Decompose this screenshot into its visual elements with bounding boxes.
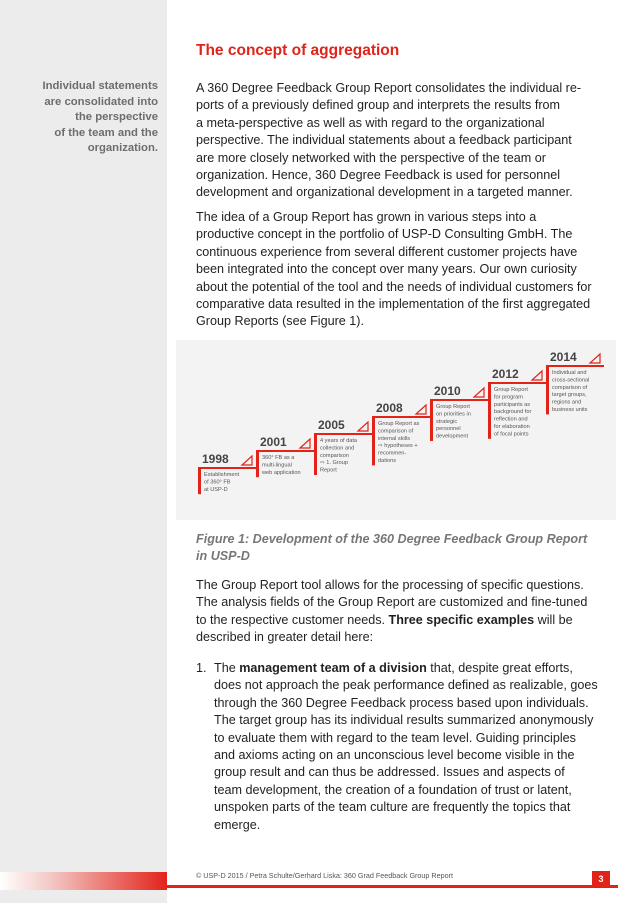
paragraph-history: The idea of a Group Report has grown in various steps into a productive concept in the portfolio of USP-D Consulting GmbH. The continuous experience from several different customer projects have been integrated into the concept over many years. Our own curiosity about the potential of the tool and the needs of individual customers for comparative data resulted in the implementation of the first aggregated Group Reports (see Figure 1).	[196, 210, 592, 329]
paragraph-examples: The Group Report tool allows for the processing of specific questions. The analysis fields of the Group Report are customized and fine-tuned to the respective customer needs. Three specific examples will be described in greater detail here:	[196, 578, 588, 645]
step-text: development	[436, 433, 469, 440]
timeline-staircase	[176, 340, 616, 520]
timeline-step-2012	[488, 367, 546, 439]
step-text: for program	[494, 394, 523, 401]
footer-copyright: © USP-D 2015 / Petra Schulte/Gerhard Liska: 360 Grad Feedback Group Report	[196, 871, 453, 880]
step-text: 4 years of data	[320, 438, 358, 444]
step-text: multi-lingual	[262, 462, 292, 469]
step-text: comparison of	[552, 384, 588, 391]
list-body: The management team of a division that, despite great efforts, does not approach the peak performance defined as realizable, goes through the 360 Degree Feedback process based upon individuals. The target group has its individual results summarized anonymously to evaluate them with regard to the team level. Guiding principles and axioms acting on an unconscious level become visible in the group result and can thus be addressed. Issues and aspects of team development, the creation of a foundation of trust or latent, unspoken parts of the team culture are frequently the topics that emerge.	[214, 661, 598, 832]
list-number: 1.	[196, 661, 207, 675]
step-year: 2012	[492, 367, 519, 381]
paragraph-intro: A 360 Degree Feedback Group Report consolidates the individual re- ports of a previously defined group and interprets the results from a meta-perspective as well as with regard to the organizational perspective. The individual statements about a feedback participant are more closely networked with the perspective of the team or organization. Hence, 360 Degree Feedback is used for personnel development and organizational development in a targeted manner.	[196, 81, 582, 200]
step-text: personnel	[436, 426, 461, 433]
step-year: 2008	[376, 401, 403, 415]
step-marker-icon	[358, 422, 368, 431]
step-text: ⇨ 1. Group	[320, 460, 349, 467]
figure-caption: Figure 1: Development of the 360 Degree Feedback Group Report in USP-D	[196, 532, 588, 564]
step-text: comparison of	[378, 428, 414, 435]
step-text: target groups,	[552, 392, 587, 399]
step-text: 360° FB as a	[262, 455, 295, 461]
step-text: internal skills	[378, 435, 411, 442]
step-text: for elaboration	[494, 424, 530, 430]
step-text: Group Report	[494, 387, 528, 393]
figure-timeline	[176, 340, 616, 520]
step-bar	[372, 417, 375, 465]
step-text: collection and	[320, 445, 355, 452]
step-bar	[256, 451, 259, 477]
step-marker-icon	[532, 371, 542, 380]
step-bar	[546, 366, 549, 414]
step-text: cross-sectional	[552, 377, 590, 384]
step-bar	[314, 434, 317, 475]
step-text: of focal points	[494, 431, 529, 438]
step-year: 2014	[550, 350, 577, 364]
step-marker-icon	[416, 405, 426, 414]
step-text: Individual and	[552, 370, 587, 376]
step-year: 2010	[434, 384, 461, 398]
step-text: Group Report as	[378, 421, 420, 427]
step-text: Establishment	[204, 472, 240, 478]
step-text: background for	[494, 409, 532, 416]
step-text: recommen-	[378, 450, 407, 457]
step-text: web application	[262, 469, 301, 476]
step-marker-icon	[474, 388, 484, 397]
list-bold-phrase: management team of a division	[239, 661, 427, 675]
step-text: participants as	[494, 401, 531, 408]
footer-rule	[167, 885, 618, 888]
step-text: regions and	[552, 399, 582, 406]
timeline-step-2005	[314, 418, 372, 475]
page-number: 3	[592, 871, 610, 887]
step-year: 2001	[260, 435, 287, 449]
step-marker-icon	[300, 439, 310, 448]
step-text: comparison	[320, 452, 349, 459]
step-text: dations	[378, 458, 397, 464]
footer-gradient-bar	[0, 872, 167, 890]
step-marker-icon	[242, 456, 252, 465]
step-year: 1998	[202, 452, 229, 466]
timeline-step-2001	[256, 435, 314, 477]
step-text: on priorities in	[436, 411, 471, 418]
bold-phrase: Three specific examples	[388, 612, 535, 627]
step-text: of 360° FB	[204, 479, 231, 486]
step-bar	[198, 468, 201, 494]
timeline-step-2010	[430, 384, 488, 441]
step-year: 2005	[318, 418, 345, 432]
step-text: Report	[320, 467, 337, 474]
timeline-step-2008	[372, 401, 430, 465]
step-text: reflection and	[494, 416, 528, 423]
step-bar	[488, 383, 491, 439]
section-title: The concept of aggregation	[196, 42, 400, 59]
timeline-step-2014	[546, 350, 604, 414]
step-text: strategic	[436, 418, 458, 425]
step-text: ⇨ hypotheses +	[378, 443, 418, 450]
step-text: business units	[552, 407, 588, 413]
step-text: at USP-D	[204, 486, 228, 493]
sidebar-note: Individual statements are consolidated into the perspective of the team and the organization.	[42, 80, 158, 154]
step-marker-icon	[590, 354, 600, 363]
step-bar	[430, 400, 433, 441]
timeline-step-1998	[198, 452, 256, 494]
step-text: Group Report	[436, 404, 470, 410]
